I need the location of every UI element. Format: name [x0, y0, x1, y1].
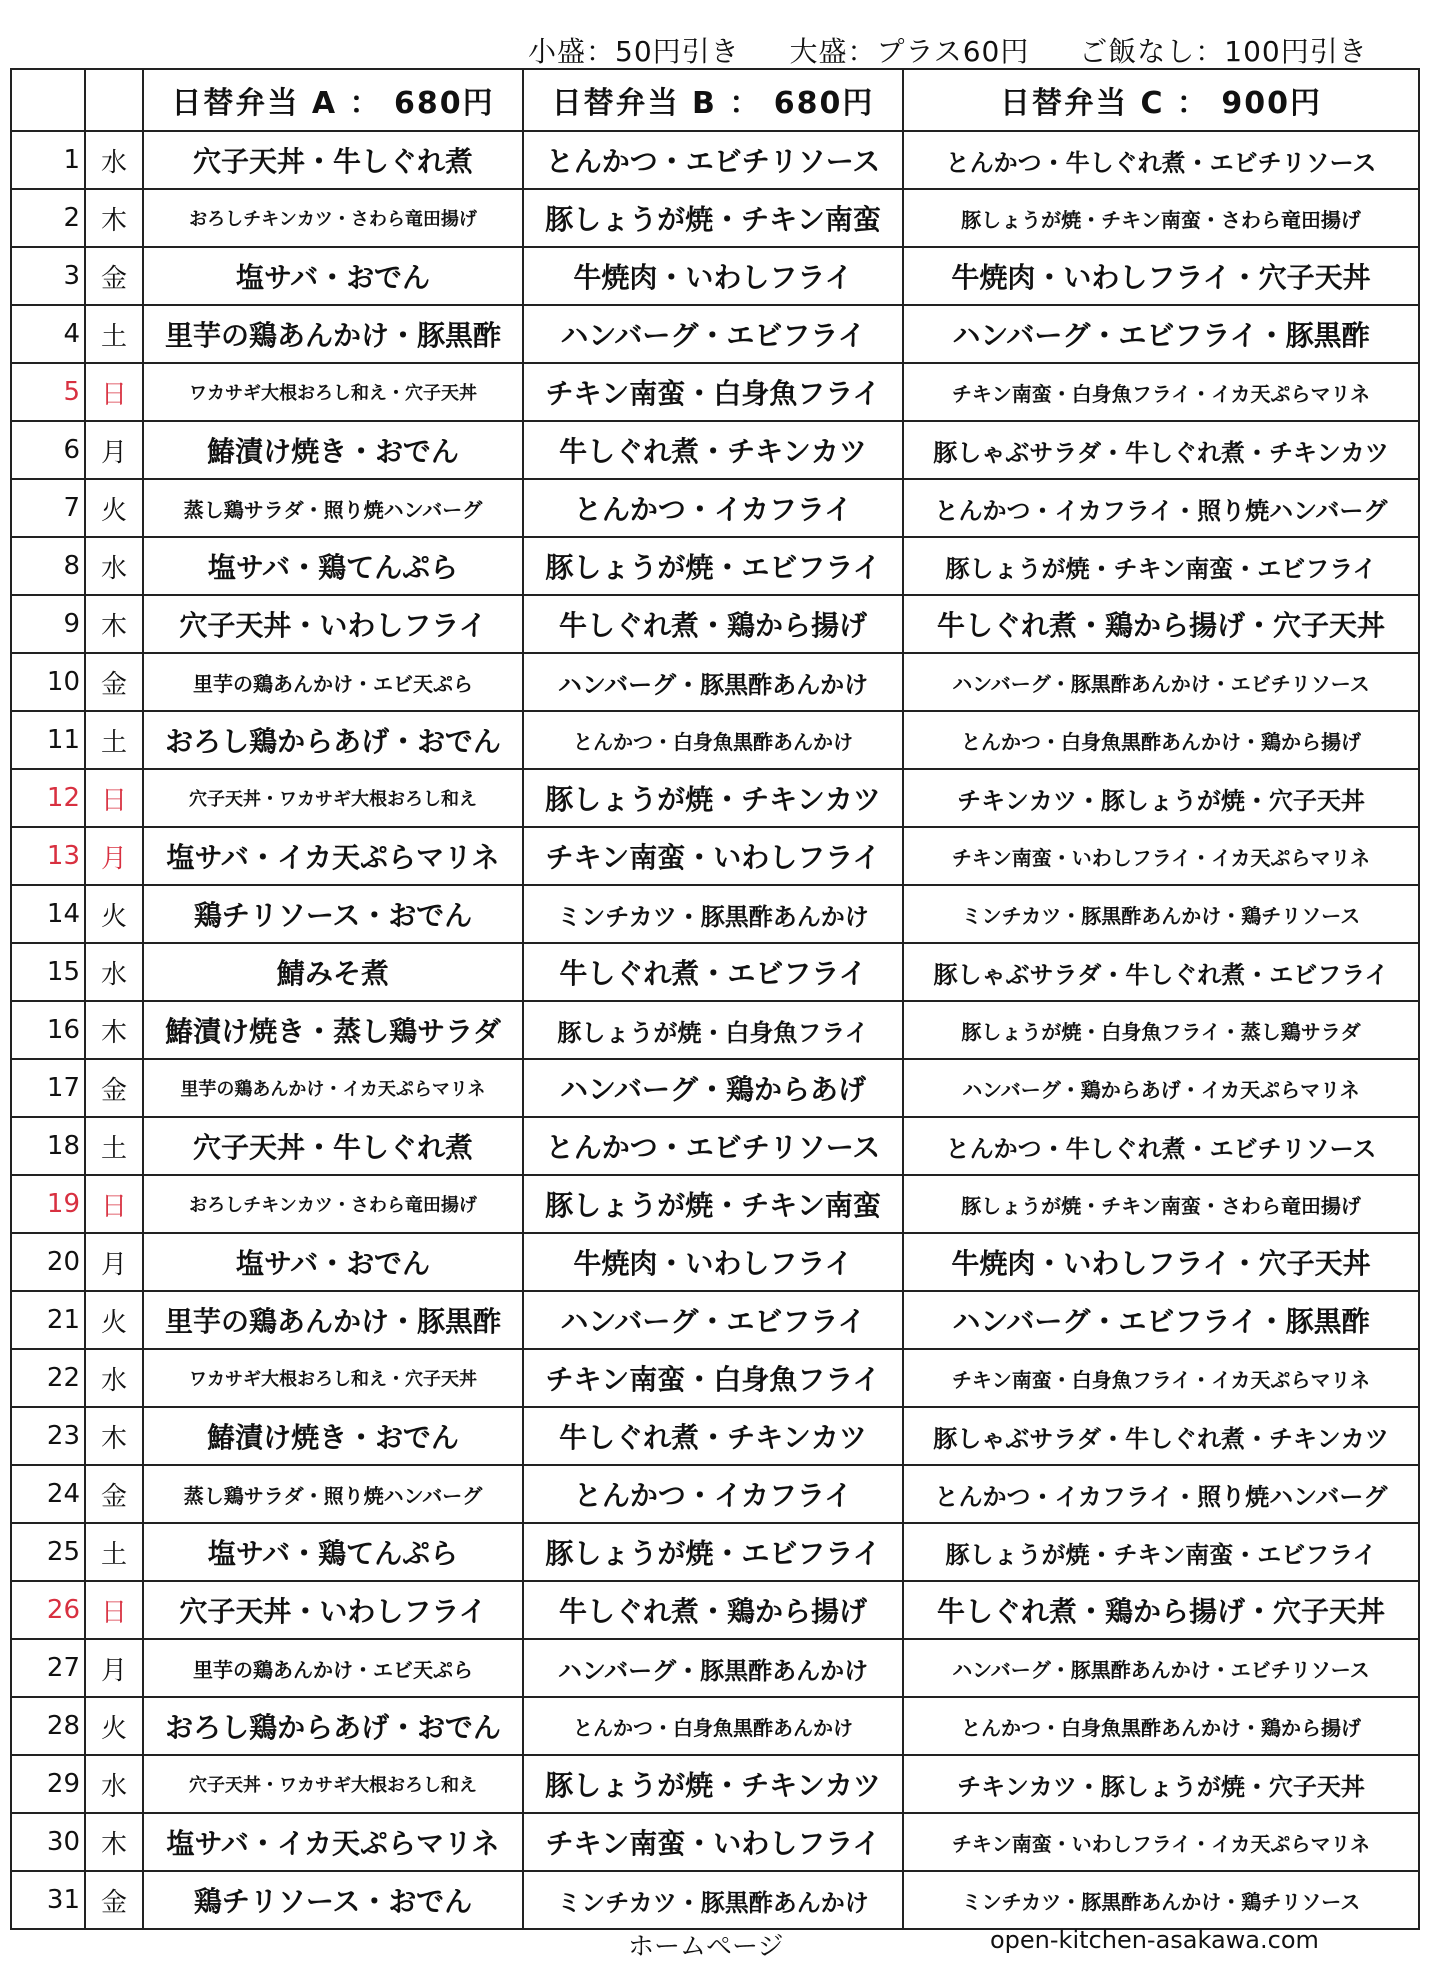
table-row [11, 479, 1419, 537]
table-row [11, 885, 1419, 943]
bento-c-cell: チキンカツ・豚しょうが焼・穴子天丼 [903, 1755, 1419, 1813]
bento-b-cell: ミンチカツ・豚黒酢あんかけ [523, 1871, 903, 1929]
date-cell: 7 [11, 479, 85, 537]
bento-a-cell: ワカサギ大根おろし和え・穴子天丼 [143, 363, 523, 421]
date-cell: 26 [11, 1581, 85, 1639]
bento-b-cell: とんかつ・イカフライ [523, 479, 903, 537]
table-row [11, 1465, 1419, 1523]
bento-b-cell: ハンバーグ・豚黒酢あんかけ [523, 653, 903, 711]
date-cell: 3 [11, 247, 85, 305]
bento-c-cell: とんかつ・牛しぐれ煮・エビチリソース [903, 1117, 1419, 1175]
weekday-cell: 金 [85, 653, 143, 711]
date-cell: 11 [11, 711, 85, 769]
weekday-cell: 木 [85, 1407, 143, 1465]
bento-a-cell: ワカサギ大根おろし和え・穴子天丼 [143, 1349, 523, 1407]
bento-b-cell: チキン南蛮・白身魚フライ [523, 1349, 903, 1407]
menu-body [11, 131, 1419, 1929]
table-row [11, 1233, 1419, 1291]
table-row [11, 653, 1419, 711]
weekday-cell: 月 [85, 421, 143, 479]
date-cell: 27 [11, 1639, 85, 1697]
date-cell: 19 [11, 1175, 85, 1233]
weekday-cell: 火 [85, 1291, 143, 1349]
date-cell: 22 [11, 1349, 85, 1407]
bento-a-cell: 塩サバ・おでん [143, 247, 523, 305]
table-row [11, 1523, 1419, 1581]
date-cell: 9 [11, 595, 85, 653]
bento-a-cell: 塩サバ・おでん [143, 1233, 523, 1291]
bento-b-cell: ハンバーグ・鶏からあげ [523, 1059, 903, 1117]
table-row [11, 827, 1419, 885]
bento-b-cell: 牛しぐれ煮・エビフライ [523, 943, 903, 1001]
large-portion-note: 大盛：プラス60円 [789, 35, 1030, 68]
bento-c-cell: 牛しぐれ煮・鶏から揚げ・穴子天丼 [903, 1581, 1419, 1639]
bento-a-cell: 鰆漬け焼き・おでん [143, 1407, 523, 1465]
bento-a-cell: 鶏チリソース・おでん [143, 1871, 523, 1929]
table-row [11, 247, 1419, 305]
bento-a-cell: 穴子天丼・牛しぐれ煮 [143, 1117, 523, 1175]
table-row [11, 1871, 1419, 1929]
weekday-cell: 月 [85, 1639, 143, 1697]
bento-c-cell: ミンチカツ・豚黒酢あんかけ・鶏チリソース [903, 1871, 1419, 1929]
bento-a-cell: おろし鶏からあげ・おでん [143, 711, 523, 769]
bento-c-cell: チキンカツ・豚しょうが焼・穴子天丼 [903, 769, 1419, 827]
no-rice-note: ご飯なし：100円引き [1079, 35, 1368, 68]
table-row [11, 769, 1419, 827]
bento-c-cell: とんかつ・白身魚黒酢あんかけ・鶏から揚げ [903, 711, 1419, 769]
weekday-cell: 月 [85, 827, 143, 885]
table-row [11, 1813, 1419, 1871]
bento-b-cell: 豚しょうが焼・チキン南蛮 [523, 1175, 903, 1233]
table-row [11, 189, 1419, 247]
bento-a-cell: 鶏チリソース・おでん [143, 885, 523, 943]
bento-c-cell: とんかつ・牛しぐれ煮・エビチリソース [903, 131, 1419, 189]
bento-b-cell: チキン南蛮・いわしフライ [523, 1813, 903, 1871]
bento-c-cell: チキン南蛮・いわしフライ・イカ天ぷらマリネ [903, 1813, 1419, 1871]
bento-c-cell: 豚しょうが焼・白身魚フライ・蒸し鶏サラダ [903, 1001, 1419, 1059]
date-cell: 4 [11, 305, 85, 363]
date-cell: 1 [11, 131, 85, 189]
bento-c-cell: ミンチカツ・豚黒酢あんかけ・鶏チリソース [903, 885, 1419, 943]
header-bento-c: 日替弁当 C ： 900円 [903, 69, 1419, 131]
table-row [11, 1059, 1419, 1117]
bento-a-cell: 穴子天丼・いわしフライ [143, 595, 523, 653]
bento-a-cell: 里芋の鶏あんかけ・豚黒酢 [143, 305, 523, 363]
bento-c-cell: チキン南蛮・いわしフライ・イカ天ぷらマリネ [903, 827, 1419, 885]
table-row [11, 711, 1419, 769]
bento-c-cell: 牛焼肉・いわしフライ・穴子天丼 [903, 1233, 1419, 1291]
bento-b-cell: ハンバーグ・エビフライ [523, 305, 903, 363]
bento-a-cell: 塩サバ・イカ天ぷらマリネ [143, 827, 523, 885]
date-cell: 31 [11, 1871, 85, 1929]
header-empty-weekday [85, 69, 143, 131]
header-empty-date [11, 69, 85, 131]
footer-homepage-label: ホームページ [628, 1932, 784, 1962]
bento-a-cell: 塩サバ・鶏てんぷら [143, 537, 523, 595]
bento-c-cell: チキン南蛮・白身魚フライ・イカ天ぷらマリネ [903, 1349, 1419, 1407]
table-row [11, 1117, 1419, 1175]
bento-b-cell: ハンバーグ・エビフライ [523, 1291, 903, 1349]
date-cell: 15 [11, 943, 85, 1001]
table-row [11, 1349, 1419, 1407]
bento-b-cell: 豚しょうが焼・チキンカツ [523, 769, 903, 827]
weekday-cell: 火 [85, 1697, 143, 1755]
bento-b-cell: とんかつ・白身魚黒酢あんかけ [523, 1697, 903, 1755]
bento-b-cell: 豚しょうが焼・白身魚フライ [523, 1001, 903, 1059]
bento-c-cell: ハンバーグ・豚黒酢あんかけ・エビチリソース [903, 1639, 1419, 1697]
table-row [11, 1175, 1419, 1233]
weekday-cell: 水 [85, 131, 143, 189]
bento-c-cell: ハンバーグ・鶏からあげ・イカ天ぷらマリネ [903, 1059, 1419, 1117]
date-cell: 23 [11, 1407, 85, 1465]
bento-c-cell: ハンバーグ・エビフライ・豚黒酢 [903, 1291, 1419, 1349]
weekday-cell: 土 [85, 1523, 143, 1581]
bento-a-cell: 里芋の鶏あんかけ・エビ天ぷら [143, 653, 523, 711]
date-cell: 18 [11, 1117, 85, 1175]
bento-c-cell: とんかつ・白身魚黒酢あんかけ・鶏から揚げ [903, 1697, 1419, 1755]
table-row [11, 1001, 1419, 1059]
weekday-cell: 土 [85, 711, 143, 769]
small-portion-note: 小盛：50円引き [528, 35, 740, 68]
weekday-cell: 木 [85, 595, 143, 653]
weekday-cell: 金 [85, 247, 143, 305]
date-cell: 2 [11, 189, 85, 247]
bento-a-cell: 里芋の鶏あんかけ・イカ天ぷらマリネ [143, 1059, 523, 1117]
weekday-cell: 火 [85, 885, 143, 943]
table-row [11, 595, 1419, 653]
bento-c-cell: チキン南蛮・白身魚フライ・イカ天ぷらマリネ [903, 363, 1419, 421]
date-cell: 12 [11, 769, 85, 827]
date-cell: 29 [11, 1755, 85, 1813]
header-row [11, 69, 1419, 131]
weekday-cell: 日 [85, 1581, 143, 1639]
table-row [11, 131, 1419, 189]
bento-a-cell: 穴子天丼・牛しぐれ煮 [143, 131, 523, 189]
bento-c-cell: ハンバーグ・エビフライ・豚黒酢 [903, 305, 1419, 363]
bento-b-cell: とんかつ・エビチリソース [523, 131, 903, 189]
bento-b-cell: チキン南蛮・白身魚フライ [523, 363, 903, 421]
date-cell: 24 [11, 1465, 85, 1523]
table-row [11, 537, 1419, 595]
bento-a-cell: 塩サバ・イカ天ぷらマリネ [143, 1813, 523, 1871]
bento-a-cell: 穴子天丼・ワカサギ大根おろし和え [143, 1755, 523, 1813]
date-cell: 10 [11, 653, 85, 711]
bento-b-cell: 豚しょうが焼・エビフライ [523, 1523, 903, 1581]
bento-a-cell: 鯖みそ煮 [143, 943, 523, 1001]
weekday-cell: 水 [85, 537, 143, 595]
weekday-cell: 金 [85, 1465, 143, 1523]
bento-c-cell: 豚しゃぶサラダ・牛しぐれ煮・チキンカツ [903, 421, 1419, 479]
date-cell: 20 [11, 1233, 85, 1291]
bento-b-cell: 牛しぐれ煮・鶏から揚げ [523, 1581, 903, 1639]
bento-c-cell: 豚しょうが焼・チキン南蛮・さわら竜田揚げ [903, 189, 1419, 247]
daily-bento-menu-table [10, 68, 1420, 1930]
date-cell: 25 [11, 1523, 85, 1581]
bento-b-cell: ハンバーグ・豚黒酢あんかけ [523, 1639, 903, 1697]
table-row [11, 363, 1419, 421]
header-bento-a: 日替弁当 A ： 680円 [143, 69, 523, 131]
table-row [11, 1291, 1419, 1349]
bento-b-cell: 牛焼肉・いわしフライ [523, 1233, 903, 1291]
bento-b-cell: 豚しょうが焼・チキンカツ [523, 1755, 903, 1813]
bento-a-cell: 鰆漬け焼き・おでん [143, 421, 523, 479]
bento-b-cell: とんかつ・エビチリソース [523, 1117, 903, 1175]
table-row [11, 421, 1419, 479]
bento-c-cell: 豚しょうが焼・チキン南蛮・さわら竜田揚げ [903, 1175, 1419, 1233]
bento-b-cell: ミンチカツ・豚黒酢あんかけ [523, 885, 903, 943]
weekday-cell: 水 [85, 1755, 143, 1813]
bento-c-cell: 豚しゃぶサラダ・牛しぐれ煮・チキンカツ [903, 1407, 1419, 1465]
date-cell: 17 [11, 1059, 85, 1117]
weekday-cell: 月 [85, 1233, 143, 1291]
bento-a-cell: 塩サバ・鶏てんぷら [143, 1523, 523, 1581]
bento-a-cell: 鰆漬け焼き・蒸し鶏サラダ [143, 1001, 523, 1059]
table-row [11, 1697, 1419, 1755]
bento-b-cell: 豚しょうが焼・チキン南蛮 [523, 189, 903, 247]
bento-c-cell: とんかつ・イカフライ・照り焼ハンバーグ [903, 1465, 1419, 1523]
bento-a-cell: 穴子天丼・ワカサギ大根おろし和え [143, 769, 523, 827]
weekday-cell: 土 [85, 305, 143, 363]
bento-b-cell: とんかつ・イカフライ [523, 1465, 903, 1523]
weekday-cell: 木 [85, 189, 143, 247]
weekday-cell: 日 [85, 769, 143, 827]
date-cell: 13 [11, 827, 85, 885]
weekday-cell: 金 [85, 1871, 143, 1929]
date-cell: 28 [11, 1697, 85, 1755]
bento-c-cell: ハンバーグ・豚黒酢あんかけ・エビチリソース [903, 653, 1419, 711]
weekday-cell: 木 [85, 1813, 143, 1871]
bento-a-cell: おろしチキンカツ・さわら竜田揚げ [143, 189, 523, 247]
date-cell: 8 [11, 537, 85, 595]
footer-url[interactable]: open-kitchen-asakawa.com [990, 1926, 1319, 1954]
weekday-cell: 水 [85, 1349, 143, 1407]
table-row [11, 1639, 1419, 1697]
bento-a-cell: 里芋の鶏あんかけ・エビ天ぷら [143, 1639, 523, 1697]
bento-a-cell: おろしチキンカツ・さわら竜田揚げ [143, 1175, 523, 1233]
bento-a-cell: 穴子天丼・いわしフライ [143, 1581, 523, 1639]
table-row [11, 1755, 1419, 1813]
date-cell: 5 [11, 363, 85, 421]
bento-b-cell: 牛しぐれ煮・チキンカツ [523, 1407, 903, 1465]
table-row [11, 943, 1419, 1001]
weekday-cell: 木 [85, 1001, 143, 1059]
bento-c-cell: 豚しょうが焼・チキン南蛮・エビフライ [903, 537, 1419, 595]
bento-b-cell: 牛焼肉・いわしフライ [523, 247, 903, 305]
bento-c-cell: 牛しぐれ煮・鶏から揚げ・穴子天丼 [903, 595, 1419, 653]
weekday-cell: 金 [85, 1059, 143, 1117]
bento-a-cell: 蒸し鶏サラダ・照り焼ハンバーグ [143, 1465, 523, 1523]
date-cell: 21 [11, 1291, 85, 1349]
weekday-cell: 火 [85, 479, 143, 537]
bento-c-cell: 豚しゃぶサラダ・牛しぐれ煮・エビフライ [903, 943, 1419, 1001]
header-bento-b: 日替弁当 B ： 680円 [523, 69, 903, 131]
bento-b-cell: とんかつ・白身魚黒酢あんかけ [523, 711, 903, 769]
weekday-cell: 日 [85, 363, 143, 421]
date-cell: 30 [11, 1813, 85, 1871]
bento-a-cell: 蒸し鶏サラダ・照り焼ハンバーグ [143, 479, 523, 537]
weekday-cell: 土 [85, 1117, 143, 1175]
bento-b-cell: 牛しぐれ煮・鶏から揚げ [523, 595, 903, 653]
weekday-cell: 日 [85, 1175, 143, 1233]
table-row [11, 1407, 1419, 1465]
bento-c-cell: 牛焼肉・いわしフライ・穴子天丼 [903, 247, 1419, 305]
bento-b-cell: 豚しょうが焼・エビフライ [523, 537, 903, 595]
bento-b-cell: 牛しぐれ煮・チキンカツ [523, 421, 903, 479]
date-cell: 14 [11, 885, 85, 943]
date-cell: 6 [11, 421, 85, 479]
table-row [11, 305, 1419, 363]
weekday-cell: 水 [85, 943, 143, 1001]
bento-b-cell: チキン南蛮・いわしフライ [523, 827, 903, 885]
price-note [528, 30, 1408, 70]
date-cell: 16 [11, 1001, 85, 1059]
bento-a-cell: 里芋の鶏あんかけ・豚黒酢 [143, 1291, 523, 1349]
bento-c-cell: とんかつ・イカフライ・照り焼ハンバーグ [903, 479, 1419, 537]
bento-c-cell: 豚しょうが焼・チキン南蛮・エビフライ [903, 1523, 1419, 1581]
table-row [11, 1581, 1419, 1639]
bento-a-cell: おろし鶏からあげ・おでん [143, 1697, 523, 1755]
